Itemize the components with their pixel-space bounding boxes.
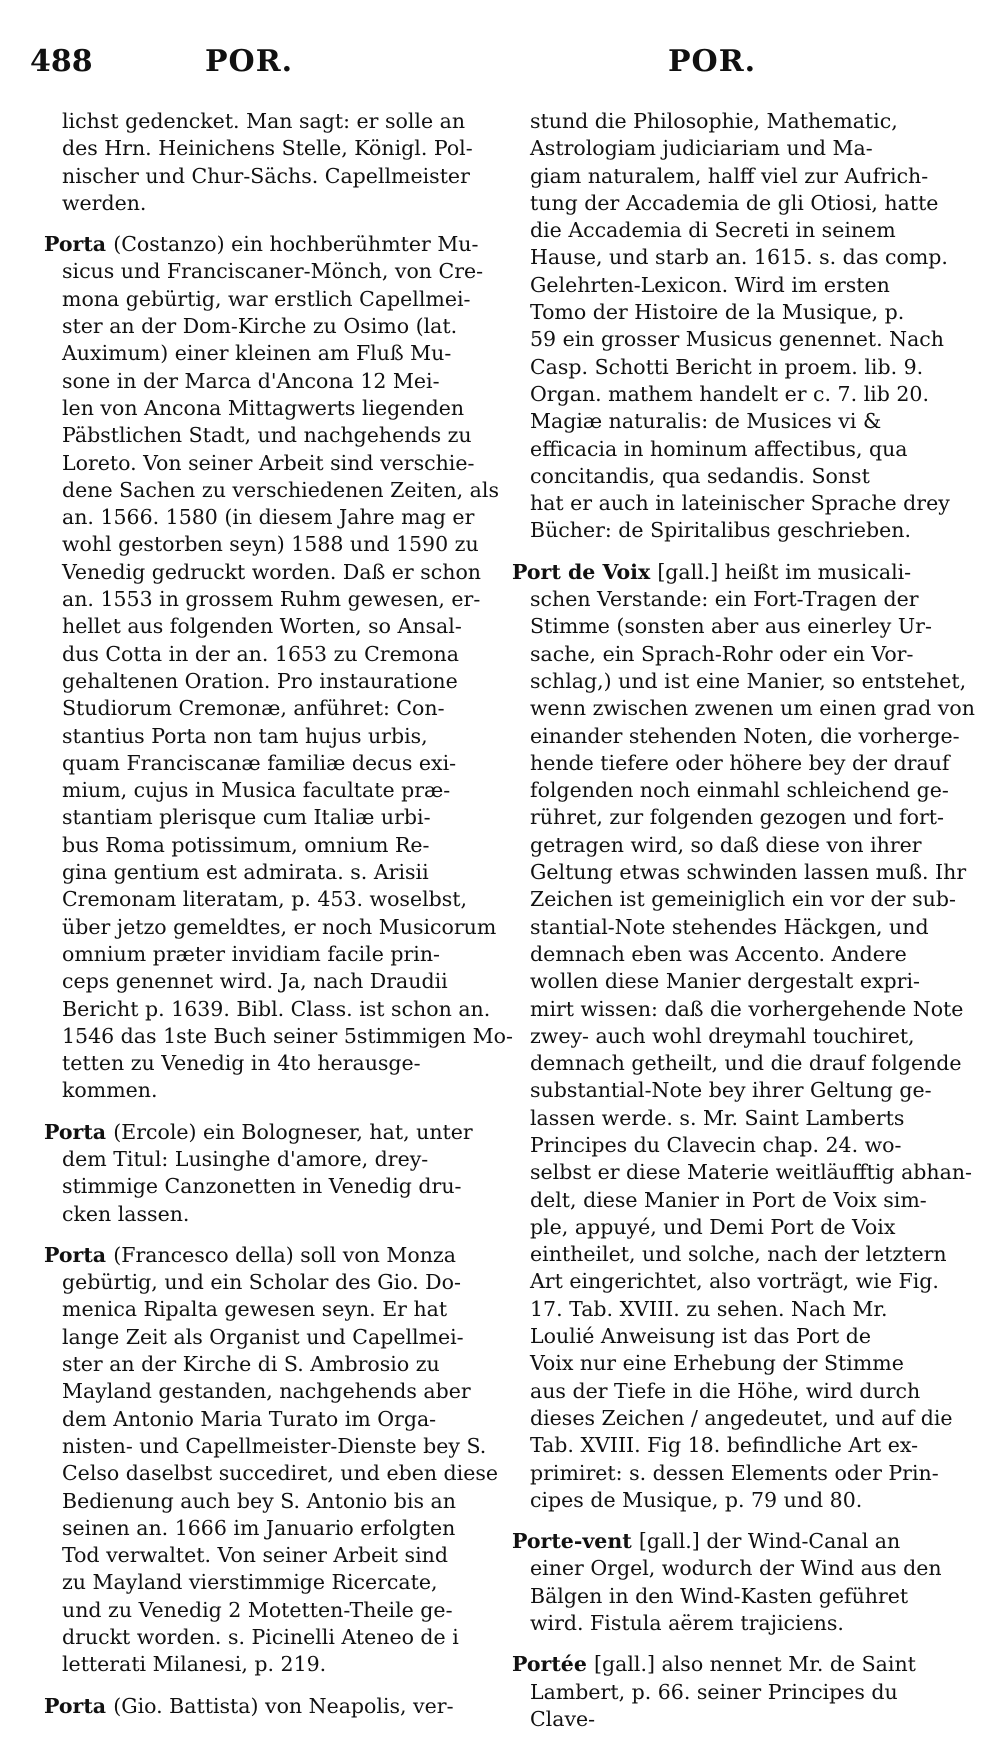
dictionary-entry bbox=[44, 1242, 499, 1679]
text-line: getragen wird, so daß diese von ihrer bbox=[530, 832, 922, 857]
text-line: 1546 das 1ste Buch seiner 5stimmigen Mo- bbox=[62, 1023, 513, 1048]
text-line: Bücher: de Spiritalibus geschrieben. bbox=[530, 518, 912, 543]
dictionary-entry bbox=[44, 1693, 464, 1720]
text-line: Clave- bbox=[530, 1706, 596, 1731]
text-line: stantial-Note stehendes Häckgen, und bbox=[530, 914, 929, 939]
text-line: len von Ancona Mittagwerts liegenden bbox=[62, 395, 465, 420]
text-line: ple, appuyé, und Demi Port de Voix bbox=[530, 1214, 896, 1239]
text-line: die Accademia di Secreti in seinem bbox=[530, 218, 896, 243]
text-line: eintheilet, und solche, nach der letztern bbox=[530, 1242, 947, 1267]
text-line: Loulié Anweisung ist das Port de bbox=[530, 1324, 872, 1349]
text-line: dieses Zeichen / angedeutet, und auf die bbox=[530, 1405, 953, 1430]
text-line: demnach eben was Accento. Andere bbox=[530, 941, 907, 966]
text-line: Astrologiam judiciariam und Ma- bbox=[530, 136, 873, 161]
text-line: Päbstlichen Stadt, und nachgehends zu bbox=[62, 423, 472, 448]
text-line: schlag,) und ist eine Manier, so entstehet, bbox=[530, 668, 967, 693]
entry-gap bbox=[512, 1514, 940, 1528]
text-line: Lambert, p. 66. seiner Principes du bbox=[530, 1679, 898, 1704]
text-line: sicus und Franciscaner-Mönch, von Cre- bbox=[62, 259, 484, 284]
text-line: menica Ripalta gewesen seyn. Er hat bbox=[62, 1297, 448, 1322]
text-line: Stimme (sonsten aber aus einerley Ur- bbox=[530, 614, 932, 639]
entry-gap bbox=[512, 1637, 940, 1651]
text-line: giam naturalem, halff viel zur Aufrich- bbox=[530, 163, 929, 188]
left-running-head: POR. bbox=[205, 44, 294, 79]
entry-continuation bbox=[44, 108, 473, 217]
text-line: ster an der Kirche di S. Ambrosio zu bbox=[62, 1352, 440, 1377]
text-line: mium, cujus in Musica facultate præ- bbox=[62, 778, 451, 803]
text-line: Bälgen in den Wind-Kasten geführet bbox=[530, 1583, 909, 1608]
text-line: stimmige Canzonetten in Venedig dru- bbox=[62, 1174, 462, 1199]
entry-text: [gall.] heißt im musicali- bbox=[657, 559, 912, 584]
text-line: dene Sachen zu verschiedenen Zeiten, als bbox=[62, 477, 499, 502]
entry-continuation bbox=[512, 108, 950, 545]
text-line: nischer und Chur-Sächs. Capellmeister bbox=[62, 163, 470, 188]
text-line: einander stehenden Noten, die vorherge- bbox=[530, 723, 960, 748]
dictionary-entry bbox=[44, 231, 513, 1105]
text-line: wenn zwischen zwenen um einen grad von bbox=[530, 696, 975, 721]
text-line: an. 1566. 1580 (in diesem Jahre mag er bbox=[62, 505, 475, 530]
text-line: selbst er diese Materie weitläufftig abhan- bbox=[530, 1160, 972, 1185]
dictionary-entry bbox=[512, 1528, 940, 1637]
text-line: 17. Tab. XVIII. zu sehen. Nach Mr. bbox=[530, 1296, 888, 1321]
text-line bbox=[512, 559, 940, 586]
text-line bbox=[44, 1693, 464, 1720]
text-line: demnach getheilt, und die drauf folgende bbox=[530, 1051, 962, 1076]
text-line: Tab. XVIII. Fig 18. befindliche Art ex- bbox=[530, 1433, 919, 1458]
text-line: werden. bbox=[62, 190, 147, 215]
text-line: wohl gestorben seyn) 1588 und 1590 zu bbox=[62, 532, 479, 557]
text-line: Auximum) einer kleinen am Fluß Mu- bbox=[62, 341, 452, 366]
text-line: gina gentium est admirata. s. Arisii bbox=[62, 860, 429, 885]
text-line: Bericht p. 1639. Bibl. Class. ist schon an. bbox=[62, 996, 491, 1021]
text-line: tetten zu Venedig in 4to herausge- bbox=[62, 1051, 421, 1076]
entry-gap bbox=[44, 217, 464, 231]
text-line: stantiam plerisque cum Italiæ urbi- bbox=[62, 805, 431, 830]
left-column bbox=[44, 108, 513, 1720]
text-line: Casp. Schotti Bericht in proem. lib. 9. bbox=[530, 354, 924, 379]
text-line: einer Orgel, wodurch der Wind aus den bbox=[530, 1556, 942, 1581]
text-line: sache, ein Sprach-Rohr oder ein Vor- bbox=[530, 641, 914, 666]
entry-text: (Francesco della) soll von Monza bbox=[113, 1242, 456, 1267]
text-line bbox=[512, 1528, 940, 1555]
entry-headword: Port de Voix bbox=[512, 559, 658, 584]
text-line: 59 ein grosser Musicus genennet. Nach bbox=[530, 327, 944, 352]
text-line: ster an der Dom-Kirche zu Osimo (lat. bbox=[62, 314, 458, 339]
text-line: wird. Fistula aërem trajiciens. bbox=[530, 1611, 844, 1636]
page-number: 488 bbox=[30, 44, 93, 79]
text-line: Principes du Clavecin chap. 24. wo- bbox=[530, 1132, 902, 1157]
text-line: Tomo der Histoire de la Musique, p. bbox=[530, 300, 905, 325]
text-line: lange Zeit als Organist und Capellmei- bbox=[62, 1324, 464, 1349]
entry-headword: Porta bbox=[44, 232, 114, 257]
text-line: gebürtig, und ein Scholar des Gio. Do- bbox=[62, 1270, 461, 1295]
text-line bbox=[44, 1242, 464, 1269]
entry-gap bbox=[512, 545, 940, 559]
text-line: dem Antonio Maria Turato im Orga- bbox=[62, 1406, 437, 1431]
text-line: an. 1553 in grossem Ruhm gewesen, er- bbox=[62, 587, 481, 612]
text-line: folgenden noch einmahl schleichend ge- bbox=[530, 778, 949, 803]
page-header bbox=[0, 44, 1000, 94]
text-line: efficacia in hominum affectibus, qua bbox=[530, 436, 908, 461]
text-line: hat er auch in lateinischer Sprache drey bbox=[530, 491, 950, 516]
text-line: cken lassen. bbox=[62, 1201, 190, 1226]
text-line: delt, diese Manier in Port de Voix sim- bbox=[530, 1187, 927, 1212]
dictionary-entry bbox=[44, 1119, 473, 1228]
text-line bbox=[44, 231, 479, 258]
entry-headword: Porte-vent bbox=[512, 1529, 639, 1554]
text-line: und zu Venedig 2 Motetten-Theile ge- bbox=[62, 1597, 453, 1622]
text-line: stantius Porta non tam hujus urbis, bbox=[62, 723, 428, 748]
text-line: cipes de Musique, p. 79 und 80. bbox=[530, 1487, 863, 1512]
text-line: Voix nur eine Erhebung der Stimme bbox=[530, 1351, 904, 1376]
text-line: Magiæ naturalis: de Musices vi & bbox=[530, 409, 882, 434]
entry-gap bbox=[44, 1228, 464, 1242]
text-line bbox=[44, 1119, 473, 1146]
text-line: dus Cotta in der an. 1653 zu Cremona bbox=[62, 641, 459, 666]
right-column bbox=[512, 108, 975, 1733]
text-line: zwey- auch wohl dreymahl touchiret, bbox=[530, 1023, 915, 1048]
text-line: Celso daselbst succediret, und eben diese bbox=[62, 1461, 499, 1486]
text-line: stund die Philosophie, Mathematic, bbox=[530, 109, 898, 133]
entry-gap bbox=[44, 1679, 464, 1693]
text-line: gehaltenen Oration. Pro instauratione bbox=[62, 668, 458, 693]
dictionary-entry bbox=[512, 1651, 940, 1733]
text-line: hende tiefere oder höhere bey der drauf bbox=[530, 750, 950, 775]
text-line: hellet aus folgenden Worten, so Ansal- bbox=[62, 614, 462, 639]
text-line: ceps genennet wird. Ja, nach Draudii bbox=[62, 969, 448, 994]
text-line: rühret, zur folgenden gezogen und fort- bbox=[530, 805, 944, 830]
text-line: bus Roma potissimum, omnium Re- bbox=[62, 832, 430, 857]
text-line: Loreto. Von seiner Arbeit sind verschie- bbox=[62, 450, 475, 475]
text-line: quam Franciscanæ familiæ decus exi- bbox=[62, 750, 457, 775]
text-line: aus der Tiefe in die Höhe, wird durch bbox=[530, 1378, 921, 1403]
text-line: Mayland gestanden, nachgehends aber bbox=[62, 1379, 471, 1404]
text-line: Hause, und starb an. 1615. s. das comp. bbox=[530, 245, 948, 270]
entry-headword: Portée bbox=[512, 1652, 595, 1677]
text-line: zu Mayland vierstimmige Ricercate, bbox=[62, 1570, 438, 1595]
text-line: primiret: s. dessen Elements oder Prin- bbox=[530, 1460, 939, 1485]
entry-gap bbox=[44, 1105, 464, 1119]
text-line: dem Titul: Lusinghe d'amore, drey- bbox=[62, 1146, 429, 1171]
text-line: Geltung etwas schwinden lassen muß. Ihr bbox=[530, 860, 967, 885]
text-line: Cremonam literatam, p. 453. woselbst, bbox=[62, 887, 468, 912]
entry-text: (Gio. Battista) von Neapolis, ver- bbox=[113, 1693, 454, 1718]
text-line: mirt wissen: daß die vorhergehende Note bbox=[530, 996, 964, 1021]
text-line: Zeichen ist gemeiniglich ein vor der sub- bbox=[530, 887, 956, 912]
text-line: des Hrn. Heinichens Stelle, Königl. Pol- bbox=[62, 136, 473, 161]
text-line: schen Verstande: ein Fort-Tragen der bbox=[530, 587, 919, 612]
text-line: substantial-Note bey ihrer Geltung ge- bbox=[530, 1078, 932, 1103]
entry-text: (Ercole) ein Bologneser, hat, unter bbox=[113, 1119, 473, 1144]
text-line: Tod verwaltet. Von seiner Arbeit sind bbox=[62, 1543, 448, 1568]
text-line: lichst gedencket. Man sagt: er solle an bbox=[62, 109, 466, 133]
text-line: tung der Accademia de gli Otiosi, hatte bbox=[530, 190, 939, 215]
text-line: wollen diese Manier dergestalt expri- bbox=[530, 969, 920, 994]
entry-headword: Porta bbox=[44, 1693, 114, 1718]
entry-text: (Costanzo) ein hochberühmter Mu- bbox=[113, 232, 479, 257]
text-line: über jetzo gemeldtes, er noch Musicorum bbox=[62, 914, 497, 939]
text-line: letterati Milanesi, p. 219. bbox=[62, 1652, 327, 1677]
text-line: Organ. mathem handelt er c. 7. lib 20. bbox=[530, 381, 929, 406]
entry-headword: Porta bbox=[44, 1119, 114, 1144]
text-line: kommen. bbox=[62, 1078, 158, 1103]
text-line: concitandis, qua sedandis. Sonst bbox=[530, 463, 870, 488]
text-line: nisten- und Capellmeister-Dienste bey S. bbox=[62, 1433, 487, 1458]
text-line: lassen werde. s. Mr. Saint Lamberts bbox=[530, 1105, 905, 1130]
text-line: Bedienung auch bey S. Antonio bis an bbox=[62, 1488, 456, 1513]
text-line bbox=[512, 1651, 940, 1678]
entry-headword: Porta bbox=[44, 1242, 114, 1267]
text-line: Art eingerichtet, also vorträgt, wie Fig. bbox=[530, 1269, 939, 1294]
entry-text: [gall.] der Wind-Canal an bbox=[638, 1529, 901, 1554]
text-line: omnium præter invidiam facile prin- bbox=[62, 941, 440, 966]
text-line: Venedig gedruckt worden. Daß er schon bbox=[62, 559, 481, 584]
text-line: Gelehrten-Lexicon. Wird im ersten bbox=[530, 272, 890, 297]
right-running-head: POR. bbox=[668, 44, 757, 79]
dictionary-entry bbox=[512, 559, 975, 1514]
text-line: druckt worden. s. Picinelli Ateneo de i bbox=[62, 1625, 459, 1650]
text-line: seinen an. 1666 im Januario erfolgten bbox=[62, 1515, 456, 1540]
text-line: Studiorum Cremonæ, anführet: Con- bbox=[62, 696, 445, 721]
text-line: mona gebürtig, war erstlich Capellmei- bbox=[62, 286, 471, 311]
text-line: sone in der Marca d'Ancona 12 Mei- bbox=[62, 368, 440, 393]
entry-text: [gall.] also nennet Mr. de Saint bbox=[594, 1652, 916, 1677]
